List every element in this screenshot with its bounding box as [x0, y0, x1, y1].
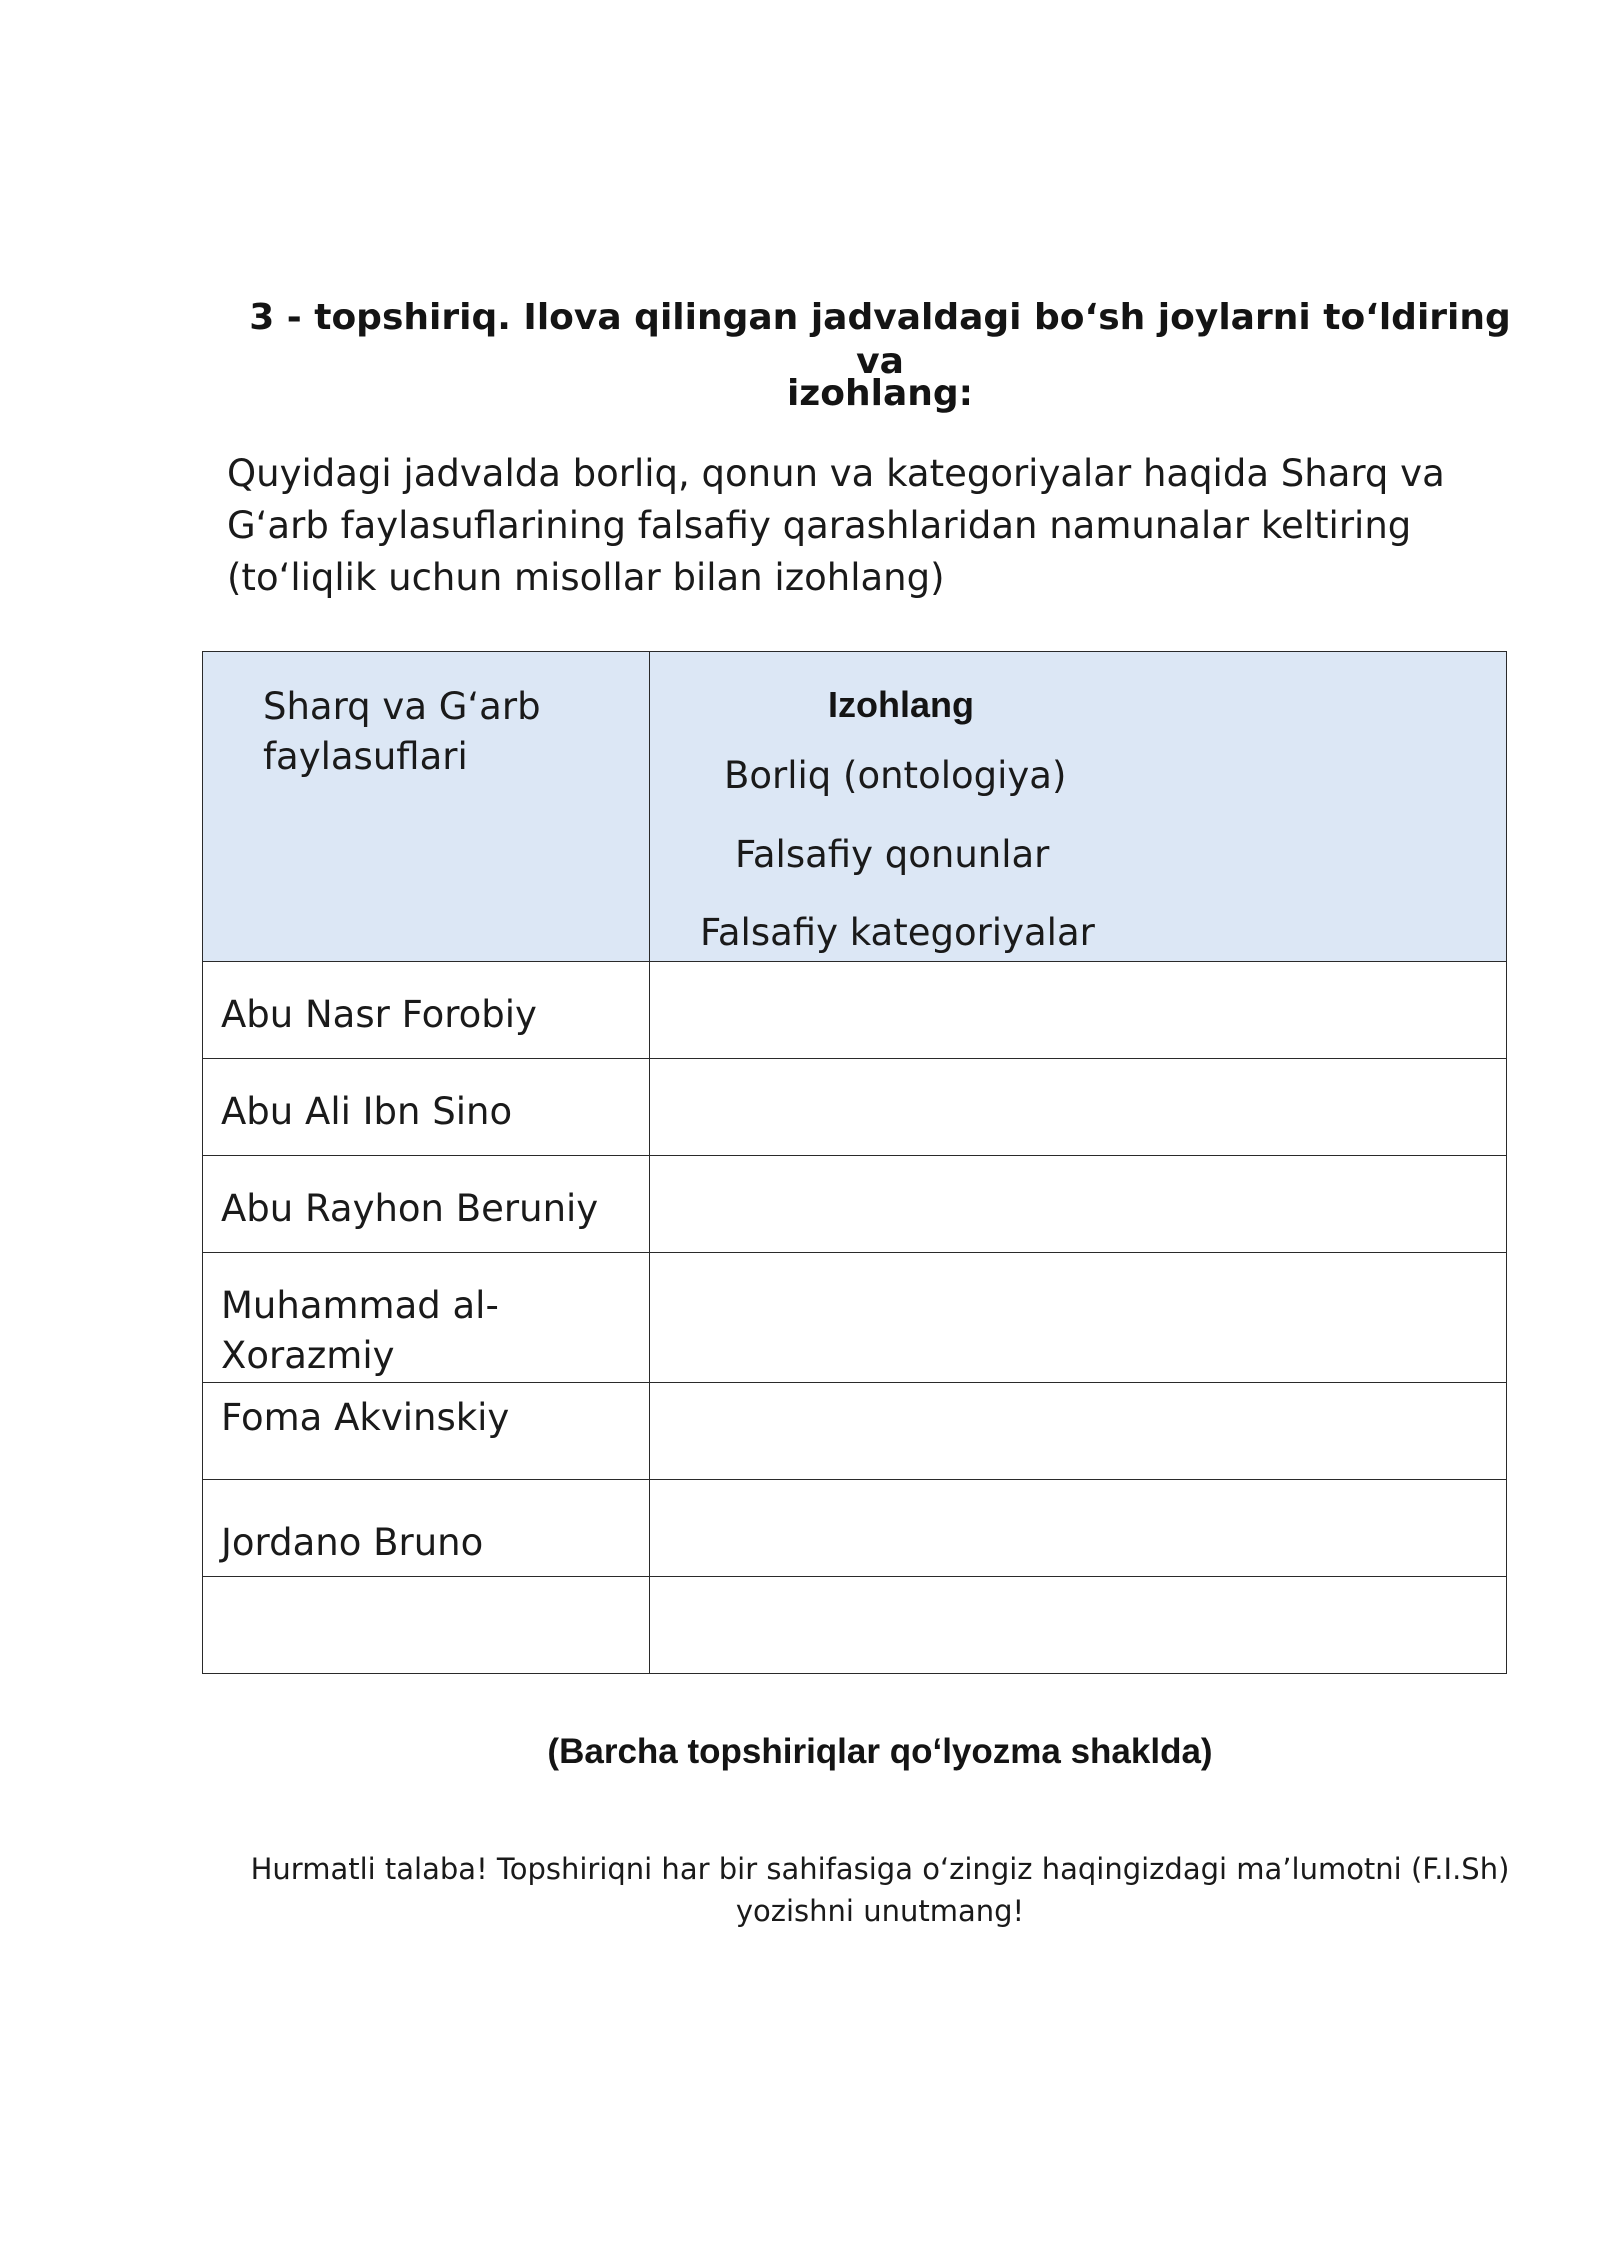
answer-cell[interactable] — [650, 1059, 1507, 1156]
philosopher-cell — [203, 1156, 650, 1253]
reminder-line: yozishni unutmang! — [735, 1894, 1025, 1928]
student-reminder — [230, 1848, 1530, 1932]
answer-cell[interactable] — [650, 1156, 1507, 1253]
philosopher-name: Abu Nasr Forobiy — [221, 993, 537, 1036]
instruction-line: Quyidagi jadvalda borliq, qonun va kategoriyalar haqida Sharq va — [227, 452, 1445, 495]
instruction-line: G‘arb faylasuflarining falsafiy qarashlaridan namunalar keltiring — [227, 504, 1412, 547]
reminder-line: Hurmatli talaba! Topshiriqni har bir sahifasiga o‘zingiz haqingizdagi ma’lumotni (F.I.Sh) — [250, 1852, 1510, 1886]
header-philosophers-label: Sharq va G‘arb faylasuflari — [263, 685, 541, 778]
philosopher-cell[interactable] — [203, 1577, 650, 1674]
header-explain-title: Izohlang — [828, 684, 974, 725]
answer-cell[interactable] — [650, 1383, 1507, 1480]
header-cell-explain — [650, 652, 1507, 962]
philosopher-cell — [203, 1059, 650, 1156]
philosopher-name: Muhammad al-Xorazmiy — [221, 1284, 499, 1377]
task-heading: 3 - topshiriq. Ilova qilingan jadvaldagi bo‘sh joylarni to‘ldiring va — [249, 297, 1511, 382]
philosopher-cell — [203, 1253, 650, 1383]
task-instructions — [227, 448, 1445, 604]
philosopher-name: Abu Rayhon Beruniy — [221, 1187, 599, 1230]
instruction-line: (to‘liqlik uchun misollar bilan izohlang) — [227, 556, 945, 599]
answer-cell[interactable] — [650, 1577, 1507, 1674]
philosopher-name: Jordano Bruno — [221, 1521, 484, 1564]
philosophers-table — [202, 651, 1507, 1674]
header-laws-label: Falsafiy qonunlar — [735, 833, 1050, 876]
answer-cell[interactable] — [650, 1253, 1507, 1383]
philosopher-name: Foma Akvinskiy — [221, 1396, 510, 1439]
philosopher-name: Abu Ali Ibn Sino — [221, 1090, 513, 1133]
table-row — [203, 1059, 1507, 1156]
header-ontology-label: Borliq (ontologiya) — [724, 754, 1067, 797]
table-row — [203, 1156, 1507, 1253]
answer-cell[interactable] — [650, 962, 1507, 1059]
table-row — [203, 1383, 1507, 1480]
table-row — [203, 1577, 1507, 1674]
answer-cell[interactable] — [650, 1480, 1507, 1577]
table-row — [203, 1480, 1507, 1577]
table-row — [203, 1253, 1507, 1383]
table-row — [203, 962, 1507, 1059]
philosopher-cell — [203, 1383, 650, 1480]
header-categories-label: Falsafiy kategoriyalar — [700, 911, 1095, 954]
philosopher-cell — [203, 962, 650, 1059]
table-header-row — [203, 652, 1507, 962]
header-cell-philosophers — [203, 652, 650, 962]
philosopher-cell — [203, 1480, 650, 1577]
handwritten-note: (Barcha topshiriqlar qo‘lyozma shaklda) — [547, 1732, 1213, 1771]
task-heading-continued: izohlang: — [786, 373, 974, 414]
